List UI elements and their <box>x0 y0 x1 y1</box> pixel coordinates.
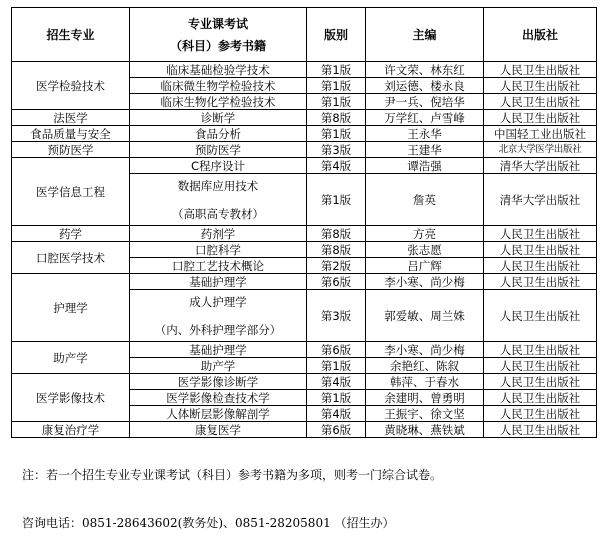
edition-cell: 第6版 <box>307 422 366 438</box>
editor-cell: 李小寒、尚少梅 <box>366 342 484 358</box>
publisher-cell: 人民卫生出版社 <box>484 422 597 438</box>
major-cell: 医学检验技术 <box>12 62 130 110</box>
book-cell: C程序设计 <box>130 158 307 174</box>
publisher-cell: 人民卫生出版社 <box>484 406 597 422</box>
book-subtitle-line: （高职高专教材） <box>172 206 264 221</box>
exam-note: 注：若一个招生专业专业课考试（科目）参考书籍为多项，则考一门综合试卷。 <box>22 468 443 482</box>
table-row <box>12 342 597 358</box>
table-row <box>12 142 597 158</box>
publisher-cell: 清华大学出版社 <box>484 174 597 226</box>
publisher-cell: 人民卫生出版社 <box>484 258 597 274</box>
publisher-cell: 人民卫生出版社 <box>484 374 597 390</box>
book-cell <box>130 290 307 342</box>
major-cell: 医学信息工程 <box>12 158 130 226</box>
book-title-line: 成人护理学 <box>189 294 247 309</box>
editor-cell: 黄晓琳、燕铁斌 <box>366 422 484 438</box>
book-cell: 临床微生物学检验技术 <box>130 78 307 94</box>
book-cell: 临床基础检验学技术 <box>130 62 307 78</box>
edition-cell: 第1版 <box>307 126 366 142</box>
edition-cell: 第8版 <box>307 226 366 242</box>
edition-cell: 第6版 <box>307 274 366 290</box>
edition-cell: 第4版 <box>307 406 366 422</box>
edition-cell: 第4版 <box>307 374 366 390</box>
major-cell: 康复治疗学 <box>12 422 130 438</box>
book-cell: 医学影像检查技术学 <box>130 390 307 406</box>
edition-cell: 第1版 <box>307 78 366 94</box>
table-row <box>12 242 597 258</box>
edition-cell: 第1版 <box>307 62 366 78</box>
book-cell: 临床生物化学检验技术 <box>130 94 307 110</box>
editor-cell: 许文荣、林东红 <box>366 62 484 78</box>
book-cell: 基础护理学 <box>130 342 307 358</box>
editor-cell: 谭浩强 <box>366 158 484 174</box>
book-cell: 助产学 <box>130 358 307 374</box>
publisher-cell: 人民卫生出版社 <box>484 94 597 110</box>
book-cell: 康复医学 <box>130 422 307 438</box>
publisher-cell: 人民卫生出版社 <box>484 78 597 94</box>
header-major: 招生专业 <box>12 8 130 62</box>
publisher-cell: 人民卫生出版社 <box>484 110 597 126</box>
editor-cell: 方亮 <box>366 226 484 242</box>
header-books-line1: 专业课考试 <box>187 16 248 31</box>
header-edition: 版别 <box>307 8 366 62</box>
edition-cell: 第1版 <box>307 358 366 374</box>
edition-cell: 第1版 <box>307 174 366 226</box>
editor-cell: 詹英 <box>366 174 484 226</box>
book-subtitle-line: （内、外科护理学部分） <box>154 322 282 337</box>
editor-cell: 余建明、曾勇明 <box>366 390 484 406</box>
edition-cell: 第3版 <box>307 142 366 158</box>
editor-cell: 李小寒、尚少梅 <box>366 274 484 290</box>
edition-cell: 第3版 <box>307 290 366 342</box>
editor-cell: 韩萍、于春水 <box>366 374 484 390</box>
table-row <box>12 62 597 78</box>
contact-phone: 咨询电话：0851-28643602(教务处)、0851-28205801 （招生办） <box>22 516 395 530</box>
publisher-cell: 人民卫生出版社 <box>484 226 597 242</box>
table-row <box>12 110 597 126</box>
edition-cell: 第8版 <box>307 110 366 126</box>
header-editor: 主编 <box>366 8 484 62</box>
publisher-cell: 人民卫生出版社 <box>484 62 597 78</box>
editor-cell: 王永华 <box>366 126 484 142</box>
book-cell: 基础护理学 <box>130 274 307 290</box>
book-cell: 口腔科学 <box>130 242 307 258</box>
reference-books-table <box>11 7 597 438</box>
edition-cell: 第2版 <box>307 258 366 274</box>
major-cell: 护理学 <box>12 274 130 342</box>
editor-cell: 万学红、卢雪峰 <box>366 110 484 126</box>
major-cell: 医学影像技术 <box>12 374 130 422</box>
book-title-line: 数据库应用技术 <box>177 178 259 193</box>
table-row <box>12 158 597 174</box>
table-row <box>12 374 597 390</box>
book-cell: 药剂学 <box>130 226 307 242</box>
book-cell: 预防医学 <box>130 142 307 158</box>
major-cell: 助产学 <box>12 342 130 374</box>
editor-cell: 张志愿 <box>366 242 484 258</box>
publisher-cell: 清华大学出版社 <box>484 158 597 174</box>
editor-cell: 刘运德、楼永良 <box>366 78 484 94</box>
editor-cell: 吕广辉 <box>366 258 484 274</box>
editor-cell: 余艳红、陈叙 <box>366 358 484 374</box>
major-cell: 食品质量与安全 <box>12 126 130 142</box>
major-cell: 预防医学 <box>12 142 130 158</box>
header-publisher: 出版社 <box>484 8 597 62</box>
book-cell: 口腔工艺技术概论 <box>130 258 307 274</box>
header-books <box>130 8 307 62</box>
book-cell <box>130 174 307 226</box>
major-cell: 药学 <box>12 226 130 242</box>
edition-cell: 第6版 <box>307 342 366 358</box>
publisher-cell: 人民卫生出版社 <box>484 290 597 342</box>
publisher-cell: 人民卫生出版社 <box>484 274 597 290</box>
editor-cell: 尹一兵、倪培华 <box>366 94 484 110</box>
edition-cell: 第1版 <box>307 94 366 110</box>
editor-cell: 王振宇、徐文坚 <box>366 406 484 422</box>
book-cell: 人体断层影像解剖学 <box>130 406 307 422</box>
major-cell: 口腔医学技术 <box>12 242 130 274</box>
book-cell: 食品分析 <box>130 126 307 142</box>
table-row <box>12 422 597 438</box>
publisher-cell: 人民卫生出版社 <box>484 242 597 258</box>
table-row <box>12 274 597 290</box>
editor-cell: 郭爱敏、周兰姝 <box>366 290 484 342</box>
table-header-row <box>12 8 597 62</box>
editor-cell: 王建华 <box>366 142 484 158</box>
publisher-cell: 人民卫生出版社 <box>484 342 597 358</box>
edition-cell: 第1版 <box>307 390 366 406</box>
publisher-cell: 人民卫生出版社 <box>484 390 597 406</box>
major-cell: 法医学 <box>12 110 130 126</box>
edition-cell: 第8版 <box>307 242 366 258</box>
edition-cell: 第4版 <box>307 158 366 174</box>
publisher-cell: 北京大学医学出版社 <box>484 142 597 158</box>
header-books-line2: （科目）参考书籍 <box>169 38 266 53</box>
table-row <box>12 126 597 142</box>
book-cell: 医学影像诊断学 <box>130 374 307 390</box>
table-row <box>12 226 597 242</box>
publisher-cell: 人民卫生出版社 <box>484 358 597 374</box>
publisher-cell: 中国轻工业出版社 <box>484 126 597 142</box>
book-cell: 诊断学 <box>130 110 307 126</box>
